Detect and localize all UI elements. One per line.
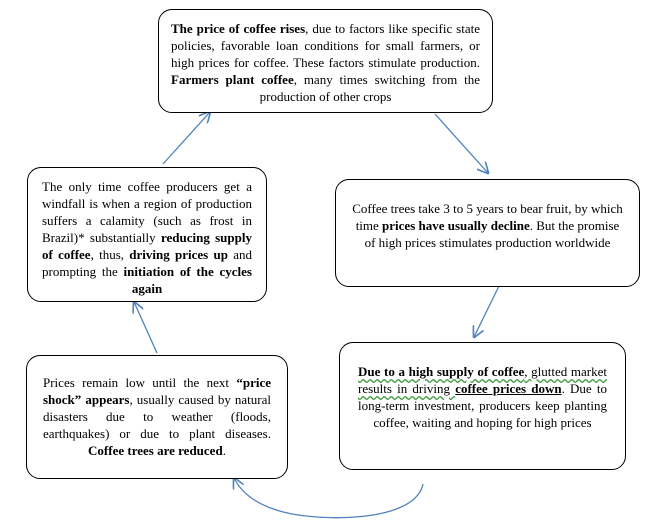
text-bold: prices have usually decline <box>382 218 530 233</box>
text: . <box>222 443 226 458</box>
arrow-right-to-bottom-right <box>474 286 499 337</box>
text: . But the promise of high prices stimulates production worldwide <box>364 218 620 250</box>
text: , due to factors like specific state policies, favorable loan conditions for small farmers, or high prices for coffee. These factors stimulate production. <box>171 21 480 70</box>
node-windfall <box>27 167 267 302</box>
text-bold: Due to a high supply of coffee <box>358 364 525 379</box>
text-bold: The price of coffee rises <box>171 21 306 36</box>
text: , thus, <box>90 247 130 262</box>
node-price-rises <box>158 9 493 113</box>
node-prices-remain-low <box>26 355 288 479</box>
text: , glutted market results in driving <box>358 364 608 396</box>
text-bold: initiation of the cycles again <box>123 264 252 296</box>
text: Prices remain low until the next <box>43 375 237 390</box>
text: , many times switching from the production of other crops <box>259 72 480 104</box>
text: Coffee trees take 3 to 5 years to bear fruit, by which time <box>352 201 623 233</box>
arrow-bottom-left-to-left <box>134 302 157 353</box>
text-bold: coffee prices down <box>455 381 562 396</box>
arrow-top-to-right <box>435 114 488 173</box>
arrow-left-to-top <box>163 112 210 164</box>
text: . Due to long-term investment, producers keep planting coffee, waiting and hoping for high prices <box>358 381 608 430</box>
text: and prompting the <box>42 247 253 279</box>
text-bold: driving prices up <box>129 247 228 262</box>
arrow-bottom-right-to-bottom-left <box>234 478 423 518</box>
text: , usually caused by natural disasters due to weather (floods, earthquakes) or due to plant diseases. <box>43 392 272 441</box>
text-bold: “price shock” appears <box>43 375 271 407</box>
text-bold: reducing supply of coffee <box>42 230 252 262</box>
node-trees-take-years <box>335 179 640 287</box>
text-bold: Farmers plant coffee <box>171 72 294 87</box>
text-bold: Coffee trees are reduced <box>88 443 223 458</box>
node-high-supply <box>339 342 626 470</box>
text: The only time coffee producers get a windfall is when a region of production suffers a calamity (such as frost in Brazil)* substantially <box>42 179 252 245</box>
